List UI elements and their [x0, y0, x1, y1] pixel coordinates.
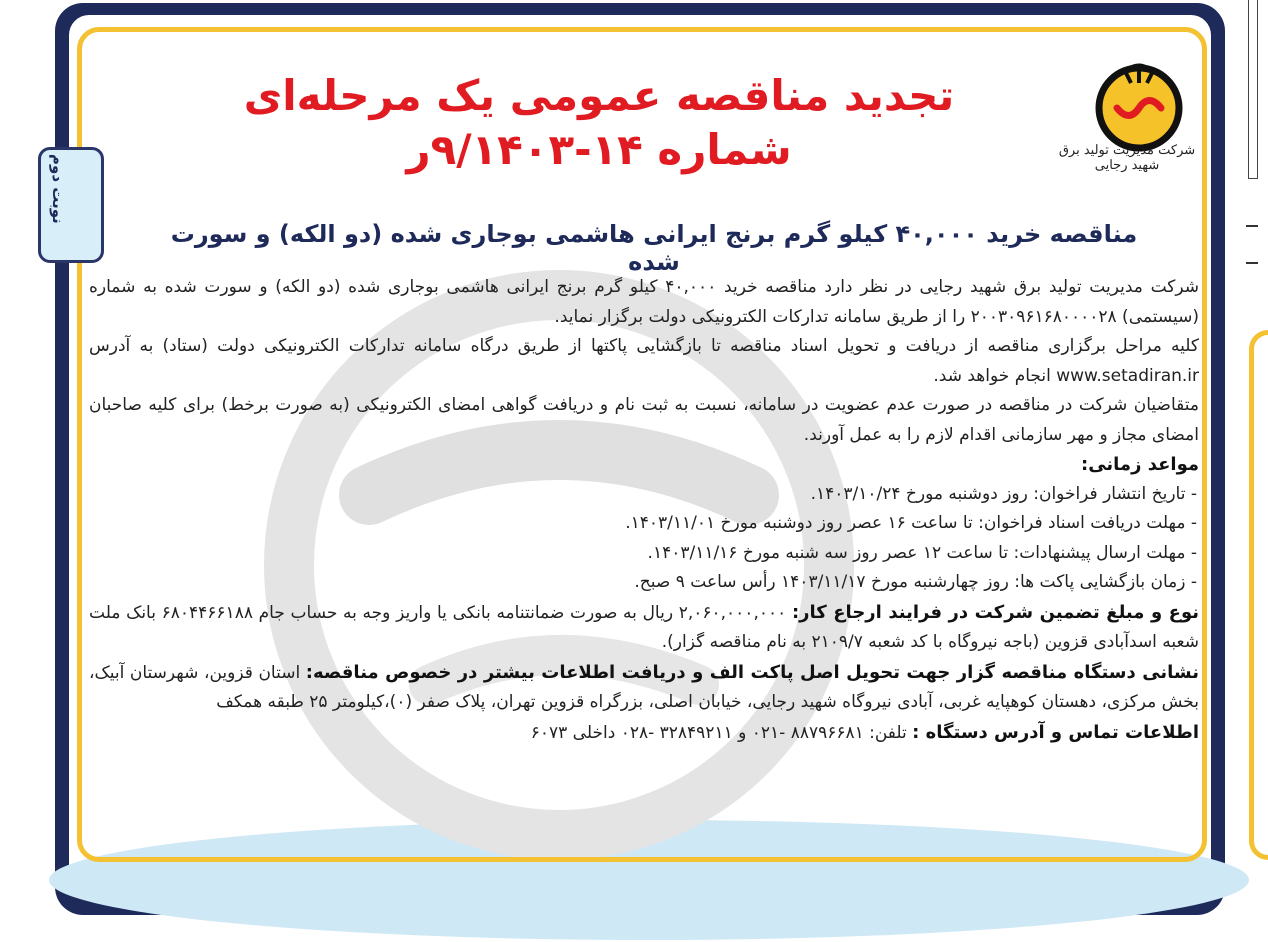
logo-caption: شرکت مدیریت تولید برق شهید رجایی	[1058, 143, 1196, 173]
second-publication-tab	[38, 147, 104, 263]
notice-title	[189, 69, 1009, 177]
contact-text: تلفن: ۸۸۷۹۶۶۸۱ -۰۲۱ و ۳۲۸۴۹۲۱۱ -۰۲۸ داخلی ۶۰۷۳	[530, 722, 907, 743]
notice-body	[89, 273, 1199, 748]
notice-subtitle: مناقصه خرید ۴۰,۰۰۰ کیلو گرم برنج ایرانی هاشمی بوجاری شده (دو الکه) و سورت شده	[170, 220, 1138, 276]
edge-gold-frame	[1249, 330, 1268, 860]
contact-paragraph	[89, 718, 1199, 749]
schedule-item: - زمان بازگشایی پاکت ها: روز چهارشنبه مورخ ۱۴۰۳/۱۱/۱۷ رأس ساعت ۹ صبح.	[634, 572, 1197, 592]
schedule-item: - مهلت دریافت اسناد فراخوان: تا ساعت ۱۶ عصر روز دوشنبه مورخ ۱۴۰۳/۱۱/۰۱.	[625, 513, 1197, 533]
side-tab-label: نوبت دوم	[49, 154, 67, 224]
edge-rule	[1246, 262, 1258, 264]
notice-outer-frame	[49, 3, 1225, 915]
schedule-item: - مهلت ارسال پیشنهادات: تا ساعت ۱۲ عصر روز سه شنبه مورخ ۱۴۰۳/۱۱/۱۶.	[647, 542, 1197, 563]
address-text: استان قزوین، شهرستان آبیک، بخش مرکزی، دهستان کوهپایه غربی، آبادی نیروگاه شهید رجایی، خیابان اصلی، بزرگراه قزوین تهران، پلاک صفر (۰)،کیلومتر ۲۵ طبقه همکف	[89, 662, 1199, 712]
address-paragraph	[89, 658, 1199, 718]
paragraph-process: کلیه مراحل برگزاری مناقصه از دریافت و تحویل اسناد مناقصه تا بازگشایی پاکتها از طریق درگاه سامانه تدارکات الکترونیکی دولت (ستاد) به آدرس www.setadiran.ir انجام خواهد شد.	[89, 336, 1199, 386]
guarantee-paragraph	[89, 598, 1199, 658]
contact-heading: اطلاعات تماس و آدرس دستگاه :	[912, 721, 1199, 743]
schedule-heading: مواعد زمانی:	[1081, 454, 1199, 475]
paragraph-intro: شرکت مدیریت تولید برق شهید رجایی در نظر دارد مناقصه خرید ۴۰,۰۰۰ کیلو گرم برنج ایرانی هاشمی بوجاری شده (دو الکه) و سورت شده به شماره (سیستمی) ۲۰۰۳۰۹۶۱۶۸۰۰۰۰۲۸ را از طریق سامانه تدارکات الکترونیکی دولت برگزار نماید.	[89, 277, 1199, 327]
edge-box	[1248, 0, 1258, 179]
adjacent-page-edge	[1246, 0, 1258, 942]
title-line-1: تجدید مناقصه عمومی یک مرحله‌ای	[243, 71, 955, 120]
notice-panel	[49, 15, 1211, 900]
schedule-item: - تاریخ انتشار فراخوان: روز دوشنبه مورخ ۱۴۰۳/۱۰/۲۴.	[810, 483, 1197, 504]
paragraph-registration: متقاضیان شرکت در مناقصه در صورت عدم عضویت در سامانه، نسبت به ثبت نام و دریافت گواهی امضای الکترونیکی (به صورت برخط) برای کلیه صاحبان امضای مجاز و مهر سازمانی اقدام لازم را به عمل آورند.	[89, 395, 1199, 445]
edge-rule	[1246, 225, 1258, 227]
address-heading: نشانی دستگاه مناقصه گزار جهت تحویل اصل پاکت الف و دریافت اطلاعات بیشتر در خصوص مناقصه:	[305, 661, 1199, 683]
guarantee-heading: نوع و مبلغ تضمین شرکت در فرایند ارجاع کار:	[791, 601, 1200, 623]
guarantee-text: ۲,۰۶۰,۰۰۰,۰۰۰ ریال به صورت ضمانتنامه بانکی یا واریز وجه به حساب جام ۶۸۰۴۴۶۶۱۸۸ بانک ملت شعبه اسدآبادی قزوین (باجه نیروگاه با کد شعبه ۲۱۰۹/۷ به نام مناقصه گزار).	[89, 602, 1199, 652]
title-line-2: شماره ۱۴-۹/۱۴۰۳ر	[406, 125, 792, 174]
